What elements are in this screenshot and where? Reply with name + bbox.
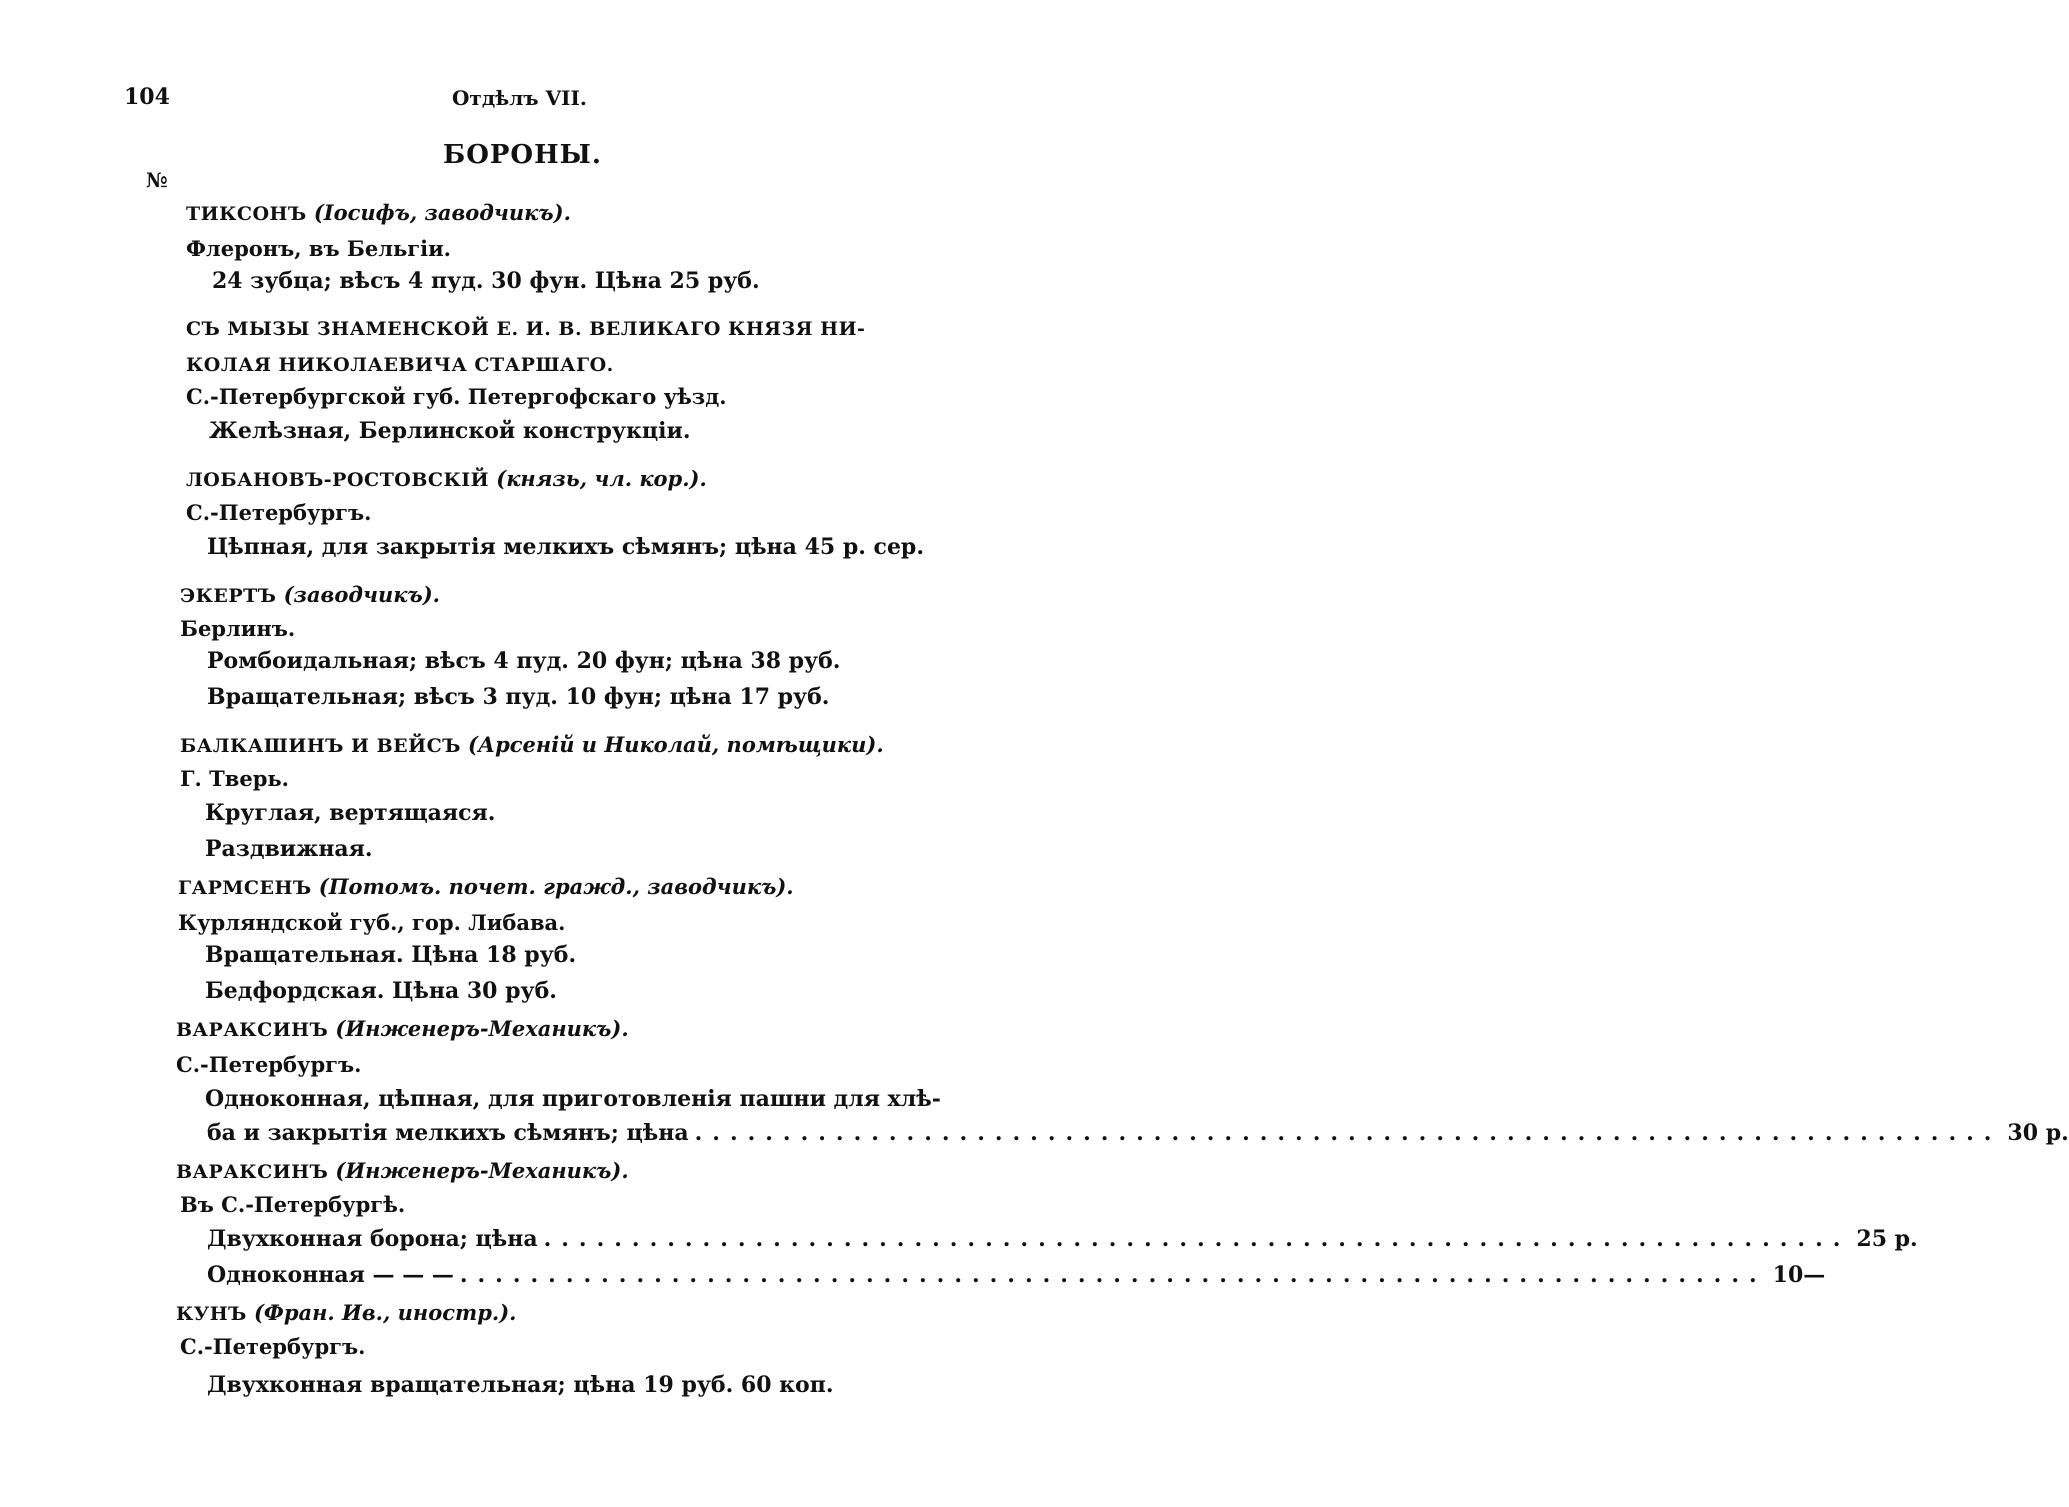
price-label: ба и закрытія мелкихъ сѣмянъ; цѣна — [207, 1120, 689, 1146]
exhibitor-name: ГАРМСЕНЪ — [178, 877, 312, 899]
exhibitor-role: (Фран. Ив., иностр.). — [253, 1300, 517, 1325]
entry-name-line — [186, 200, 571, 225]
exhibitor-role: (Арсеній и Николай, помѣщики). — [468, 732, 884, 757]
price-value: 30 р. — [2007, 1120, 2069, 1146]
entry-name-line — [186, 466, 707, 491]
price-row — [207, 1226, 1918, 1252]
entry-name-line — [176, 1300, 516, 1325]
item-description: Желѣзная, Берлинской конструкціи. — [209, 418, 691, 444]
entry-name-line — [176, 1016, 629, 1041]
exhibitor-role: (Инженеръ-Механикъ). — [335, 1158, 629, 1183]
exhibitor-role: (Инженеръ-Механикъ). — [335, 1016, 629, 1041]
price-label: Одноконная — — — — [207, 1262, 454, 1288]
price-value: 25 р. — [1856, 1226, 1918, 1252]
item-description: Вращательная; вѣсъ 3 пуд. 10 фун; цѣна 17 руб. — [207, 684, 830, 710]
exhibitor-name: КУНЪ — [176, 1303, 247, 1325]
exhibitor-place: С.-Петербургъ. — [186, 500, 372, 525]
price-row — [207, 1120, 2069, 1146]
exhibitor-place: С.-Петербургской губ. Петергофскаго уѣзд. — [186, 384, 727, 409]
item-description: Круглая, вертящаяся. — [205, 800, 496, 826]
exhibitor-role: (Іосифъ, заводчикъ). — [313, 200, 571, 225]
exhibitor-role: (князь, чл. кор.). — [496, 466, 707, 491]
exhibitor-name: ЭКЕРТЪ — [180, 585, 277, 607]
exhibitor-name-line2: КОЛАЯ НИКОЛАЕВИЧА СТАРШАГО. — [186, 354, 614, 376]
item-description: Двухконная вращательная; цѣна 19 руб. 60 коп. — [207, 1372, 834, 1398]
exhibitor-place: Берлинъ. — [180, 616, 296, 641]
entry-name-line — [176, 1158, 629, 1183]
entry-name-line — [180, 582, 440, 607]
item-description: Цѣпная, для закрытія мелкихъ сѣмянъ; цѣна 45 р. сер. — [207, 534, 924, 560]
section-header: Отдѣлъ VII. — [452, 86, 587, 110]
exhibitor-place: Въ С.-Петербургѣ. — [180, 1192, 406, 1217]
item-description: Бедфордская. Цѣна 30 руб. — [205, 978, 557, 1004]
exhibitor-role: (заводчикъ). — [283, 582, 440, 607]
price-value: 10— — [1772, 1262, 1826, 1288]
exhibitor-name-line1: СЪ МЫЗЫ ЗНАМЕНСКОЙ Е. И. В. ВЕЛИКАГО КНЯЗЯ НИ- — [186, 318, 866, 340]
exhibitor-place: Курляндской губ., гор. Либава. — [178, 910, 566, 935]
page-title: БОРОНЫ. — [443, 140, 602, 170]
item-description: Ромбоидальная; вѣсъ 4 пуд. 20 фун; цѣна 38 руб. — [207, 648, 841, 674]
leader-dots: .......................................................................... — [694, 1120, 2002, 1146]
exhibitor-name: ЛОБАНОВЪ-РОСТОВСКІЙ — [186, 469, 490, 491]
entry-name-line — [180, 732, 884, 757]
exhibitor-name: ТИКСОНЪ — [186, 203, 307, 225]
price-label: Двухконная борона; цѣна — [207, 1226, 538, 1252]
price-row — [207, 1262, 1826, 1288]
item-description: 24 зубца; вѣсъ 4 пуд. 30 фун. Цѣна 25 руб. — [212, 268, 760, 294]
leader-dots: .......................................................................... — [459, 1262, 1767, 1288]
exhibitor-name: ВАРАКСИНЪ — [176, 1161, 329, 1183]
exhibitor-place: Флеронъ, въ Бельгіи. — [186, 236, 451, 261]
page-number: 104 — [124, 84, 170, 110]
item-description: Вращательная. Цѣна 18 руб. — [205, 942, 577, 968]
exhibitor-name: БАЛКАШИНЪ И ВЕЙСЪ — [180, 735, 461, 757]
exhibitor-place: С.-Петербургъ. — [180, 1334, 366, 1359]
exhibitor-place: С.-Петербургъ. — [176, 1052, 362, 1077]
number-sign: № — [146, 168, 168, 192]
exhibitor-role: (Потомъ. почет. гражд., заводчикъ). — [318, 874, 794, 899]
exhibitor-place: Г. Тверь. — [180, 766, 289, 791]
item-description: Раздвижная. — [205, 836, 373, 862]
leader-dots: .......................................................................... — [543, 1226, 1851, 1252]
entry-name-line — [178, 874, 794, 899]
item-description: Одноконная, цѣпная, для приготовленія пашни для хлѣ- — [205, 1086, 941, 1112]
exhibitor-name: ВАРАКСИНЪ — [176, 1019, 329, 1041]
